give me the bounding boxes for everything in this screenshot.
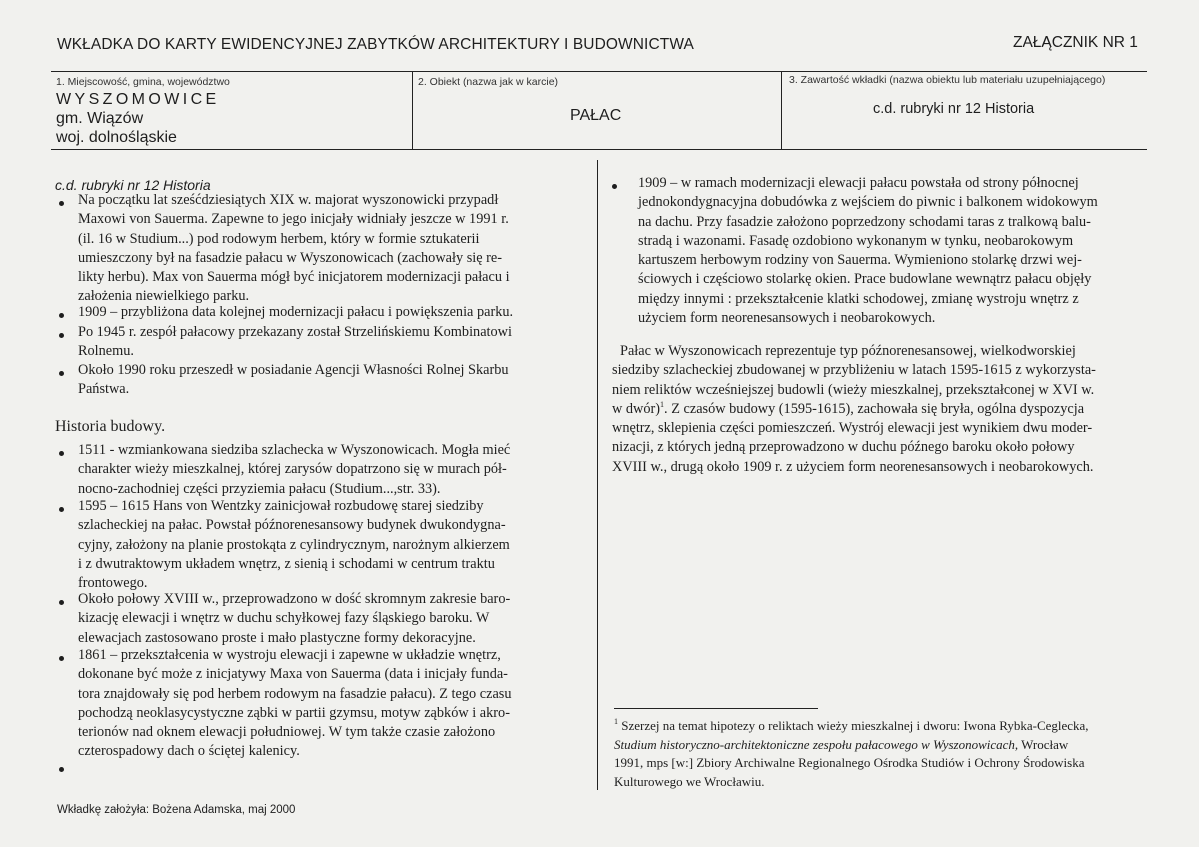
list-item: Około połowy XVIII w., przeprowadzono w dość skromnym zakresie baro- kizację elewacji i wnętrz w duchu schyłkowej fazy śląskiego baroku. W elewacjach zastosowano proste i mało plastyczne formy dekoracyjne. (78, 591, 511, 646)
bullet-icon (59, 507, 64, 512)
summary-paragraph: Pałac w Wyszonowicach reprezentuje typ późnorenesansowej, wielkodworskiej siedziby szlacheckiej zbudowanej w przybliżeniu w latach 1595-1615 z wykorzysta- niem reliktów wcześniejszej budowli (wieży mieszkalnej, przekształconej w XVI w. w dwór)$^1$. Z czasów budowy (1595-1615), zachowała się bryła, ogólna dyspozycja wnętrz, sklepienia części pomieszczeń. Wystrój elewacji jest wynikiem dwu moder- nizacji, z których jedną przeprowadzono w duchu późnego baroku około połowy XVIII w., drugą około 1909 r. z użyciem form neorenesansowych i neobarokowych. (612, 343, 1096, 475)
table-divider (781, 72, 782, 149)
bullet-icon (59, 201, 64, 206)
left-subheading: c.d. rubryki nr 12 Historia (55, 177, 211, 193)
voivodeship-name: woj. dolnośląskie (56, 129, 177, 146)
list-item: Około 1990 roku przeszedł w posiadanie Agencji Własności Rolnej Skarbu Państwa. (78, 362, 509, 398)
bullet-icon (59, 451, 64, 456)
bullet-icon (59, 767, 64, 772)
created-by: Wkładkę założyła: Bożena Adamska, maj 2000 (57, 804, 296, 816)
content-label: 3. Zawartość wkładki (nazwa obiektu lub materiału uzupełniającego) (789, 74, 1106, 86)
location-label: 1. Miejscowość, gmina, województwo (56, 76, 230, 88)
list-item: 1909 – w ramach modernizacji elewacji pałacu powstała od strony północnej jednokondygnacyjna dobudówka z wejściem do piwnic i balkonem widokowym na dachu. Przy fasadzie założono poprzedzony schodami taras z tralkową balu- stradą i wazonami. Fasadę ozdobiono wykonanym w tynku, neobarokowym kartuszem herbowym rodziny von Sauerma. Wymieniono stolarkę drzwi wej- ściowych i częściowo stolarkę okien. Prace budowlane wewnątrz pałacu objęły między innymi : przekształcenie klatki schodowej, zmianę wystroju wnętrz z użyciem form neorenesansowych i neobarokowych. (638, 175, 1098, 327)
card-title: WKŁADKA DO KARTY EWIDENCYJNEJ ZABYTKÓW ARCHITEKTURY I BUDOWNICTWA (57, 36, 694, 53)
content-value: c.d. rubryki nr 12 Historia (873, 101, 1035, 117)
list-item: Na początku lat sześćdziesiątych XIX w. majorat wyszonowicki przypadł Maxowi von Sauerma. Zapewne to jego inicjały widniały jeszcze w 1991 r. (il. 16 w Studium...) pod rodowym herbem, który w formie sztukaterii umieszczony był na fasadzie pałacu w Wyszonowicach (zachowały się re- likty herbu). Max von Sauerma mógł być inicjatorem modernizacji pałacu i założenia niewielkiego parku. (78, 192, 510, 305)
bullet-icon (612, 184, 617, 189)
footnote-ref[interactable]: 1 (660, 399, 665, 409)
object-label: 2. Obiekt (nazwa jak w karcie) (418, 76, 559, 88)
bullet-icon (59, 333, 64, 338)
bullet-icon (59, 600, 64, 605)
list-item: 1861 – przekształcenia w wystroju elewacji i zapewne w układzie wnętrz, dokonane być może z inicjatywy Maxa von Sauerma (data i inicjały funda- tora znajdowały się pod herbem rodowym na fasadzie pałacu). Z tego czasu pochodzą neoklasycystyczne ząbki w partii gzymsu, motyw ząbków i akro- terionów nad oknem elewacji południowej. W tym także czasie założono czterospadowy dach o ściętej kalenicy. (78, 647, 512, 760)
bullet-icon (59, 656, 64, 661)
history-heading: Historia budowy. (55, 418, 166, 435)
bullet-icon (59, 313, 64, 318)
column-divider (597, 160, 598, 790)
town-name: WYSZOMOWICE (56, 91, 220, 108)
footnote: $^1$ Szerzej na temat hipotezy o reliktach wieży mieszkalnej i dworu: Iwona Rybka-Ceglecka, Studium historyczno-architektoniczne zespołu pałacowego w Wyszonowicach, Wrocław 1991, mps [w:] Zbiory Archiwalne Regionalnego Ośrodka Studiów i Ochrony Środowiska Kulturowego we Wrocławiu. (614, 717, 1089, 789)
footnote-separator (614, 708, 818, 709)
list-item: Po 1945 r. zespół pałacowy przekazany został Strzelińskiemu Kombinatowi Rolnemu. (78, 324, 512, 360)
gmina-name: gm. Wiązów (56, 110, 144, 127)
object-value: PAŁAC (570, 107, 622, 124)
list-item: 1595 – 1615 Hans von Wentzky zainicjował rozbudowę starej siedziby szlacheckiej na pałac. Powstał późnorenesansowy budynek dwukondygna- cyjny, założony na planie prostokąta z cylindrycznym, narożnym alkierzem i z dwutraktowym układem wnętrz, z sienią i schodami w centrum traktu frontowego. (78, 498, 510, 592)
list-item: 1909 – przybliżona data kolejnej modernizacji pałacu i powiększenia parku. (78, 304, 514, 320)
table-divider (412, 72, 413, 149)
list-item: 1511 - wzmiankowana siedziba szlachecka w Wyszonowicach. Mogła mieć charakter wieży mieszkalnej, której zarysów dopatrzono się w murach pół- nocno-zachodniej części przyziemia pałacu (Studium...,str. 33). (78, 442, 511, 497)
annex-number: ZAŁĄCZNIK NR 1 (1013, 34, 1138, 51)
bullet-icon (59, 371, 64, 376)
